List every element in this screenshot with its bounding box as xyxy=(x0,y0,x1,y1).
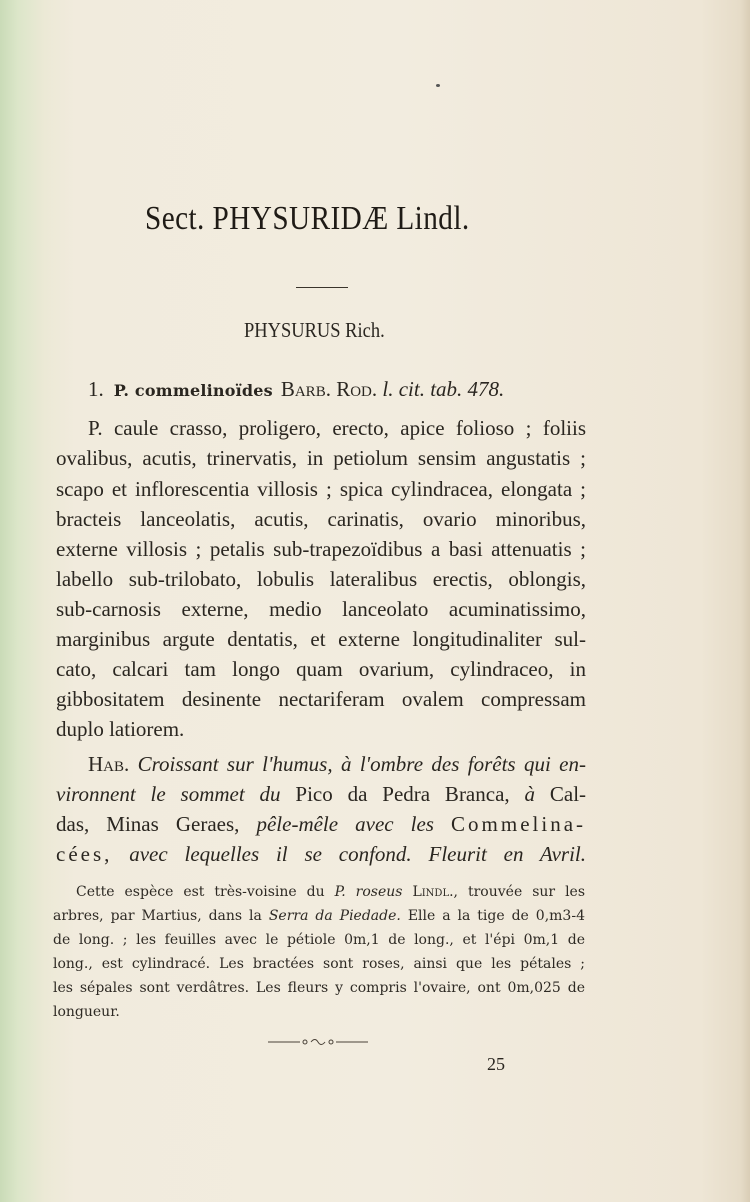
genus-heading: PHYSURUS Rich. xyxy=(244,318,385,342)
description-line: cato, calcari tam longo quam ovarium, cylindraceo, in xyxy=(56,657,586,681)
description-line: marginibus argute dentatis, et externe longitudinaliter sul- xyxy=(56,627,586,651)
section-title: Sect. PHYSURIDÆ Lindl. xyxy=(145,200,470,237)
habitat-place: Pico da Pedra Branca, xyxy=(295,782,510,806)
note-place: Serra da Piedade. xyxy=(268,908,401,924)
habitat-line xyxy=(56,810,586,838)
habitat-place: das, Minas Geraes, xyxy=(56,812,240,836)
title-rule xyxy=(296,287,348,288)
note-text: arbres, par Martius, dans la xyxy=(53,908,262,924)
habitat-text: vironnent le sommet du xyxy=(56,782,281,806)
habitat-line xyxy=(56,780,586,808)
note-line: long., est cylindracé. Les bractées sont roses, ainsi que les pétales ; xyxy=(53,956,585,972)
note-line xyxy=(53,904,585,928)
note-line xyxy=(76,880,585,904)
description-line: labello sub-trilobato, lobulis lateralibus erectis, oblongis, xyxy=(56,567,586,591)
print-speck xyxy=(436,84,440,87)
habitat-place: Cal- xyxy=(549,782,587,806)
description-line: scapo et inflorescentia villosis ; spica cylindracea, elongata ; xyxy=(56,477,586,501)
habitat-family: Commelina- xyxy=(451,812,587,836)
note-text: Cette espèce est très-voisine du xyxy=(76,884,325,900)
ornament-divider xyxy=(268,1036,368,1048)
note-line: de long. ; les feuilles avec le pétiole 0m,1 de long., et l'épi 0m,1 de xyxy=(53,932,585,948)
description-line: P. caule crasso, proligero, erecto, apice folioso ; foliis xyxy=(88,416,586,440)
note-authority: Lindl., xyxy=(412,884,458,900)
description-line: duplo latiorem. xyxy=(56,717,185,741)
description-line: ovalibus, acutis, trinervatis, in petiolum sensim angustatis ; xyxy=(56,446,586,470)
habitat-text: pêle-mêle avec les xyxy=(256,812,434,836)
note-species: P. roseus xyxy=(334,884,403,900)
habitat-line xyxy=(88,750,586,778)
description-line: bracteis lanceolatis, acutis, carinatis, ovario minoribus, xyxy=(56,507,586,531)
note-text: trouvée sur les xyxy=(467,884,586,900)
habitat-text: à xyxy=(524,782,536,806)
description-line: sub-carnosis externe, medio lanceolato acuminatissimo, xyxy=(56,597,586,621)
description-line: externe villosis ; petalis sub-trapezoïdibus a basi attenuatis ; xyxy=(56,537,586,561)
species-number: 1. xyxy=(88,377,104,401)
note-line: longueur. xyxy=(53,1004,120,1020)
habitat-text: Croissant sur l'humus, à l'ombre des forêts qui en- xyxy=(137,752,586,776)
habitat-label: Hab. xyxy=(88,752,130,776)
habitat-family: cées, xyxy=(56,842,113,866)
habitat-line xyxy=(56,840,586,868)
species-entry xyxy=(88,377,504,402)
note-line: les sépales sont verdâtres. Les fleurs y compris l'ovaire, ont 0m,025 de xyxy=(53,980,585,996)
description-line: gibbositatem desinente nectariferam ovalem compressam xyxy=(56,687,586,711)
habitat-text: avec lequelles il se confond. Fleurit en Avril. xyxy=(129,842,587,866)
note-text: Elle a la tige de 0,m3-4 xyxy=(407,908,585,924)
page-number: 25 xyxy=(487,1054,505,1074)
species-name: P. commelinoïdes xyxy=(113,381,273,400)
species-reference: l. cit. tab. 478. xyxy=(382,377,505,401)
species-authority: Barb. Rod. xyxy=(280,377,378,401)
